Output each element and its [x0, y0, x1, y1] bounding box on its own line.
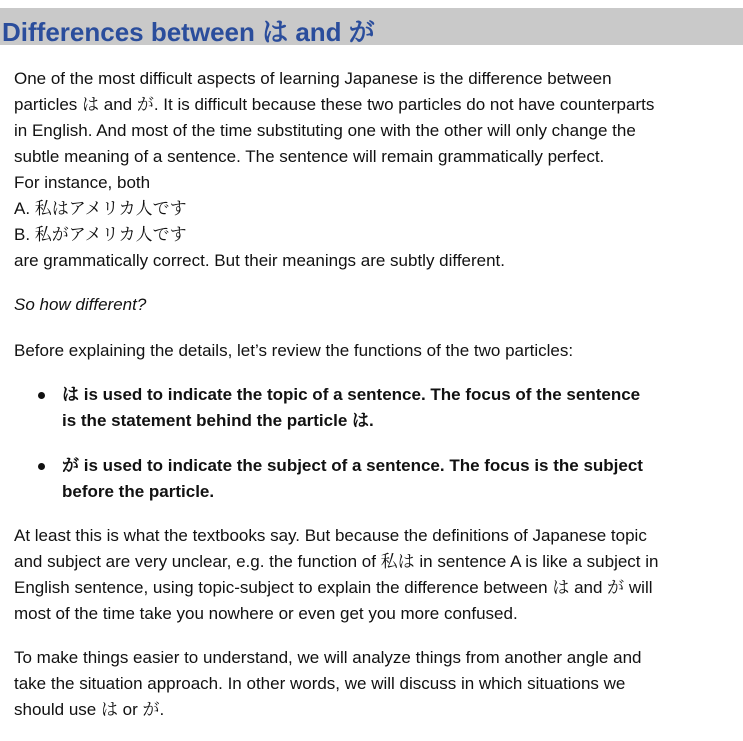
- textbook-line: and subject are very unclear, e.g. the function of 私は in sentence A is like a subject in: [14, 552, 659, 571]
- review-intro: Before explaining the details, let’s review the functions of the two particles:: [14, 341, 574, 360]
- intro-line: One of the most difficult aspects of learning Japanese is the difference between: [14, 69, 612, 88]
- list-item-ga: [14, 453, 732, 505]
- approach-line: To make things easier to understand, we will analyze things from another angle and: [14, 648, 642, 667]
- intro-paragraph: [14, 66, 732, 274]
- question-line: So how different?: [14, 295, 147, 314]
- particle-function-list: [14, 382, 732, 505]
- textbook-line: most of the time take you nowhere or even get you more confused.: [14, 604, 518, 623]
- textbook-line: At least this is what the textbooks say. But because the definitions of Japanese topic: [14, 526, 647, 545]
- intro-line: are grammatically correct. But their meanings are subtly different.: [14, 251, 506, 270]
- textbook-line: English sentence, using topic-subject to explain the difference between は and が will: [14, 578, 653, 597]
- example-sentence-a: A. 私はアメリカ人です: [14, 199, 187, 218]
- intro-line: in English. And most of the time substituting one with the other will only change the: [14, 121, 636, 140]
- bullet-line: は is used to indicate the topic of a sentence. The focus of the sentence: [62, 385, 641, 404]
- example-sentence-b: B. 私がアメリカ人です: [14, 225, 187, 244]
- bullet-line: before the particle.: [62, 482, 215, 501]
- intro-line: subtle meaning of a sentence. The sentence will remain grammatically perfect.: [14, 147, 605, 166]
- bullet-icon: [38, 392, 45, 399]
- intro-line: particles は and が. It is difficult because these two particles do not have counterparts: [14, 95, 655, 114]
- approach-line: take the situation approach. In other words, we will discuss in which situations we: [14, 674, 626, 693]
- textbook-paragraph: [14, 523, 732, 627]
- bullet-line: is the statement behind the particle は.: [62, 411, 374, 430]
- approach-line: should use は or が.: [14, 700, 165, 719]
- bullet-line: が is used to indicate the subject of a sentence. The focus is the subject: [62, 456, 643, 475]
- list-item-wa: [14, 382, 732, 434]
- intro-line: For instance, both: [14, 173, 151, 192]
- bullet-icon: [38, 463, 45, 470]
- article-body: [14, 66, 732, 741]
- page-title: Differences between は and が: [2, 17, 375, 47]
- approach-paragraph: [14, 645, 732, 723]
